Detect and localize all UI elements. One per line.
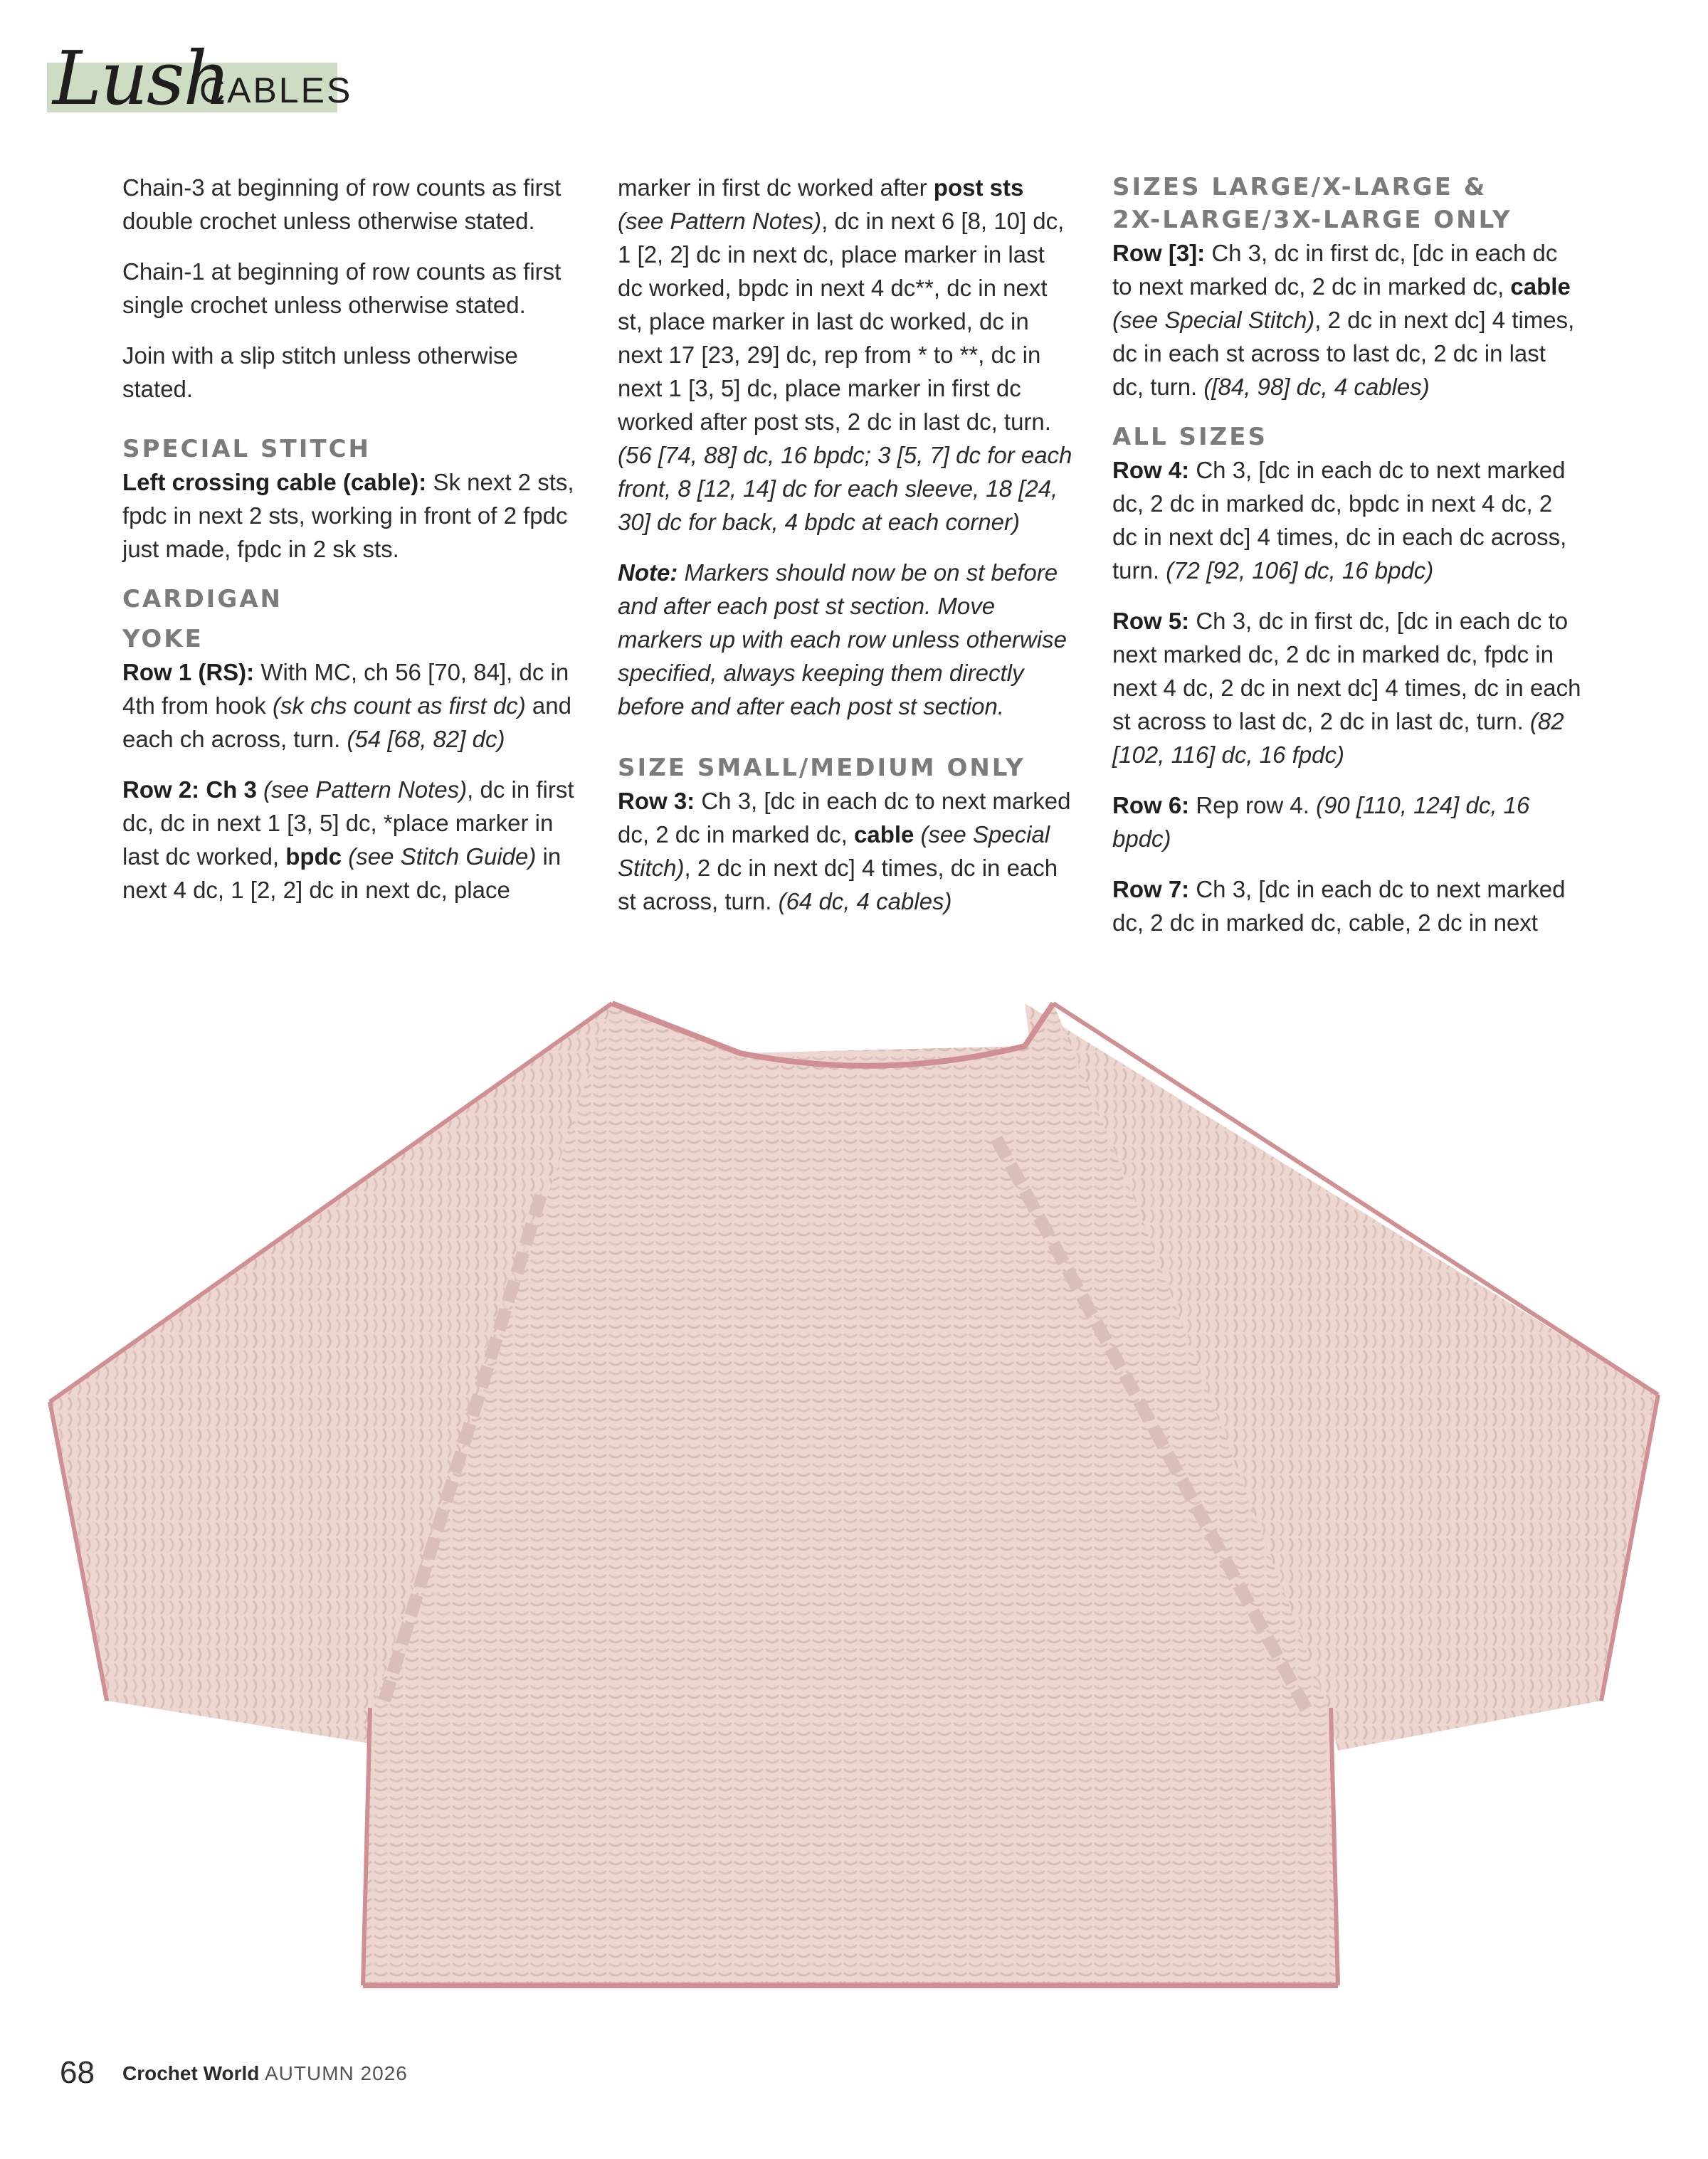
row-6: Row 6: Rep row 4. (90 [110, 124] dc, 16 bpdc) (1112, 792, 1530, 852)
magazine-name: Crochet World (122, 2062, 260, 2084)
row-7: Row 7: Ch 3, [dc in each dc to next marked dc, 2 dc in marked dc, cable, 2 dc in next (1112, 876, 1566, 936)
cardigan-photo (28, 989, 1680, 2042)
row-5: Row 5: Ch 3, dc in first dc, [dc in each dc to next marked dc, 2 dc in marked dc, fpdc in next 4 dc, 2 dc in next dc] 4 times, dc in each st across to last dc, 2 dc in last dc, turn. (82 [102, 116] dc, 16 fpdc) (1112, 608, 1581, 768)
row-3-large: Row [3]: Ch 3, dc in first dc, [dc in each dc to next marked dc, 2 dc in marked dc, cable (see Special Stitch), 2 dc in next dc] 4 times, dc in each st across to last dc, 2 dc in last dc, turn. ([84, 98] dc, 4 cables) (1112, 240, 1575, 400)
column-1 (122, 171, 578, 924)
note-chain3: Chain-3 at beginning of row counts as first double crochet unless otherwise stated. (122, 174, 562, 234)
cardigan-heading: CARDIGAN (122, 585, 283, 613)
header-script-title: Lush (53, 35, 230, 122)
all-sizes-heading: ALL SIZES (1112, 423, 1267, 451)
note-join: Join with a slip stitch unless otherwise stated. (122, 342, 518, 402)
sizes-large-heading: SIZES LARGE/X-LARGE & 2X-LARGE/3X-LARGE ONLY (1112, 173, 1512, 234)
note-chain1: Chain-1 at beginning of row counts as first single crochet unless otherwise stated. (122, 258, 562, 318)
special-stitch-text: Left crossing cable (cable): Sk next 2 sts, fpdc in next 2 sts, working in front of 2 fpdc just made, fpdc in 2 sk sts. (122, 469, 574, 562)
yoke-heading: YOKE (122, 625, 204, 653)
column-3 (1112, 171, 1582, 956)
row-4: Row 4: Ch 3, [dc in each dc to next marked dc, 2 dc in marked dc, bpdc in next 4 dc, 2 dc in next dc] 4 times, dc in each dc across, turn. (72 [92, 106] dc, 16 bpdc) (1112, 457, 1567, 584)
header-section-title: CABLES (199, 70, 353, 110)
issue-label: AUTUMN 2026 (265, 2062, 408, 2084)
markers-note: Note: Markers should now be on st before and after each post st section. Move markers up with each row unless otherwise specified, always keeping them directly before and after each post st section. (618, 559, 1067, 719)
row-2-continued: marker in first dc worked after post sts (see Pattern Notes), dc in next 6 [8, 10] dc, 1 [2, 2] dc in next dc, place marker in last dc worked, bpdc in next 4 dc**, dc in next st, place marker in last dc worked, dc in next 17 [23, 29] dc, rep from * to **, dc in next 1 [3, 5] dc, place marker in first dc worked after post sts, 2 dc in last dc, turn. (56 [74, 88] dc, 16 bpdc; 3 [5, 7] dc for each front, 8 [12, 14] dc for each sleeve, 18 [24, 30] dc for back, 4 bpdc at each corner) (618, 174, 1072, 535)
size-small-heading: SIZE SMALL/MEDIUM ONLY (618, 754, 1026, 782)
row-1: Row 1 (RS): With MC, ch 56 [70, 84], dc in 4th from hook (sk chs count as first dc) and each ch across, turn. (54 [68, 82] dc) (122, 659, 571, 752)
special-stitch-heading: SPECIAL STITCH (122, 435, 371, 463)
column-2 (618, 171, 1073, 935)
row-2: Row 2: Ch 3 (see Pattern Notes), dc in first dc, dc in next 1 [3, 5] dc, *place marker in last dc worked, bpdc (see Stitch Guide) in next 4 dc, 1 [2, 2] dc in next dc, place (122, 776, 574, 903)
page-number: 68 (60, 2055, 95, 2090)
row-3-small: Row 3: Ch 3, [dc in each dc to next marked dc, 2 dc in marked dc, cable (see Special Stitch), 2 dc in next dc] 4 times, dc in each st across, turn. (64 dc, 4 cables) (618, 788, 1071, 914)
